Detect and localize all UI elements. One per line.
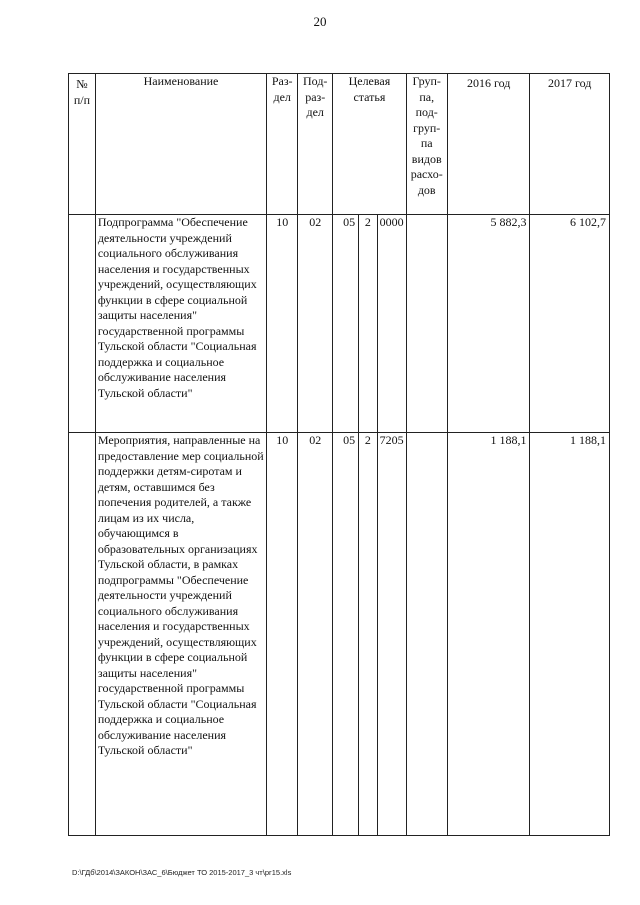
row-expense-group <box>406 433 447 836</box>
header-subsection: Под-раз-дел <box>298 74 333 215</box>
page-number: 20 <box>313 14 327 29</box>
row-subsection: 02 <box>298 433 333 836</box>
row-value-2017: 1 188,1 <box>530 433 610 836</box>
row-target-direction: 7205 <box>377 433 406 836</box>
header-target-article: Целевая статья <box>333 74 406 215</box>
row-value-2017: 6 102,7 <box>530 215 610 433</box>
header-year-2016: 2016 год <box>447 74 530 215</box>
row-expense-group <box>406 215 447 433</box>
row-value-2016: 5 882,3 <box>447 215 530 433</box>
row-target-program: 05 <box>333 433 359 836</box>
row-section: 10 <box>267 433 298 836</box>
row-name: Подпрограмма "Обеспечение деятельности учреждений социального обслуживания населения и государственных учреждений, осуществляющих функции в сфере социальной защиты населения" государственной программы Тульской области "Социальная поддержка и социальное обслуживание населения Тульской области" <box>95 215 266 433</box>
header-section: Раз-дел <box>267 74 298 215</box>
row-value-2016: 1 188,1 <box>447 433 530 836</box>
header-name: Наименование <box>95 74 266 215</box>
header-year-2017: 2017 год <box>530 74 610 215</box>
row-name: Мероприятия, направленные на предоставление мер социальной поддержки детям-сиротам и детям, оставшимся без попечения родителей, а также лицам из их числа, обучающимся в образовательных организациях Тульской области, в рамках подпрограммы "Обеспечение деятельности учреждений социального обслуживания населения и государственных учреждений, осуществляющих функции в сфере социальной защиты населения" государственной программы Тульской области "Социальная поддержка и социальное обслуживание населения Тульской области" <box>95 433 266 836</box>
row-section: 10 <box>267 215 298 433</box>
file-path-footer: D:\ГДб\2014\ЗАКОН\ЗАС_6\Бюджет ТО 2015-2017_3 чт\рг15.xls <box>72 868 292 877</box>
table-header-row <box>69 74 610 215</box>
table-row <box>69 215 610 433</box>
budget-table <box>68 73 610 836</box>
row-target-subprogram: 2 <box>359 215 378 433</box>
row-num <box>69 433 96 836</box>
row-target-subprogram: 2 <box>359 433 378 836</box>
row-subsection: 02 <box>298 215 333 433</box>
header-num: № п/п <box>69 74 96 215</box>
row-num <box>69 215 96 433</box>
row-target-direction: 0000 <box>377 215 406 433</box>
header-expense-group: Груп-па, под-груп-па видов расхо-дов <box>406 74 447 215</box>
table-row <box>69 433 610 836</box>
row-target-program: 05 <box>333 215 359 433</box>
